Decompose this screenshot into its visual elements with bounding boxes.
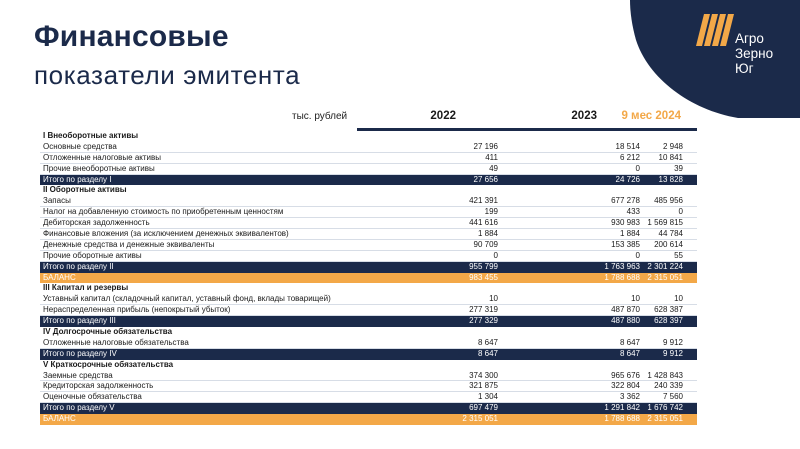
unit-label: тыс. рублей	[292, 111, 348, 122]
table-row	[40, 338, 697, 349]
cell-value: 1 676 742	[647, 403, 683, 413]
subtotal-row	[40, 262, 697, 273]
cell-value: 955 799	[469, 261, 498, 271]
row-label: V Краткосрочные обязательства	[43, 359, 174, 369]
cell-value: 39	[674, 163, 683, 173]
column-header-2023: 2023	[571, 110, 597, 122]
cell-value: 628 387	[654, 305, 683, 315]
row-label: Итого по разделу I	[43, 174, 112, 184]
table-row	[40, 164, 697, 175]
cell-value: 1 428 843	[647, 370, 683, 380]
row-label: Налог на добавленную стоимость по приобретенным ценностям	[43, 207, 284, 217]
row-label: БАЛАНС	[43, 414, 76, 424]
cell-value: 9 912	[662, 348, 683, 358]
cell-value: 411	[485, 152, 498, 162]
cell-value: 1 291 842	[604, 403, 640, 413]
cell-value: 374 300	[469, 370, 498, 380]
cell-value: 277 319	[469, 305, 498, 315]
financial-table	[40, 131, 697, 425]
subtotal-row	[40, 175, 697, 186]
cell-value: 930 983	[611, 218, 640, 228]
cell-value: 485 956	[654, 196, 683, 206]
row-label: Прочие оборотные активы	[43, 250, 142, 260]
cell-value: 13 828	[658, 174, 683, 184]
row-label: Оценочные обязательства	[43, 392, 142, 402]
page-title-bold: Финансовые	[34, 20, 229, 53]
cell-value: 487 870	[611, 305, 640, 315]
cell-value: 153 385	[611, 239, 640, 249]
table-row	[40, 251, 697, 262]
cell-value: 2 948	[662, 141, 683, 151]
cell-value: 2 315 051	[462, 414, 498, 424]
section-header-row	[40, 185, 697, 196]
cell-value: 10	[674, 294, 683, 304]
row-label: Отложенные налоговые активы	[43, 152, 161, 162]
logo-line-1: Агро	[735, 31, 764, 46]
cell-value: 0	[635, 250, 640, 260]
subtotal-row	[40, 316, 697, 327]
logo-text	[735, 31, 773, 76]
cell-value: 18 514	[615, 141, 640, 151]
table-row	[40, 392, 697, 403]
row-label: Уставный капитал (складочный капитал, уставный фонд, вклады товарищей)	[43, 294, 331, 304]
row-label: Нераспределенная прибыль (непокрытый убыток)	[43, 305, 231, 315]
cell-value: 0	[635, 163, 640, 173]
row-label: Отложенные налоговые обязательства	[43, 337, 189, 347]
logo-line-2: Зерно	[735, 46, 774, 61]
cell-value: 421 391	[469, 196, 498, 206]
cell-value: 7 560	[662, 392, 683, 402]
cell-value: 677 278	[611, 196, 640, 206]
section-header-row	[40, 360, 697, 371]
row-label: III Капитал и резервы	[43, 283, 129, 293]
balance-row	[40, 414, 697, 425]
cell-value: 200 614	[654, 239, 683, 249]
row-label: Итого по разделу IV	[43, 348, 117, 358]
column-header-2022: 2022	[430, 110, 456, 122]
section-header-row	[40, 327, 697, 338]
cell-value: 983 455	[469, 272, 498, 282]
row-label: Прочие внеоборотные активы	[43, 163, 155, 173]
row-label: Денежные средства и денежные эквиваленты	[43, 239, 215, 249]
cell-value: 49	[489, 163, 498, 173]
cell-value: 1 884	[619, 229, 640, 239]
cell-value: 10	[489, 294, 498, 304]
cell-value: 44 784	[658, 229, 683, 239]
cell-value: 1 884	[477, 229, 498, 239]
cell-value: 6 212	[619, 152, 640, 162]
cell-value: 0	[678, 207, 683, 217]
cell-value: 24 726	[615, 174, 640, 184]
table-row	[40, 218, 697, 229]
cell-value: 1 763 963	[604, 261, 640, 271]
cell-value: 0	[493, 250, 498, 260]
cell-value: 199	[484, 207, 498, 217]
row-label: Дебиторская задолженность	[43, 218, 150, 228]
cell-value: 27 196	[473, 141, 498, 151]
cell-value: 1 304	[477, 392, 498, 402]
table-row	[40, 229, 697, 240]
balance-row	[40, 273, 697, 284]
table-row	[40, 142, 697, 153]
table-row	[40, 294, 697, 305]
cell-value: 2 315 051	[647, 414, 683, 424]
table-row	[40, 240, 697, 251]
table-row	[40, 381, 697, 392]
cell-value: 2 315 051	[647, 272, 683, 282]
cell-value: 1 788 688	[604, 272, 640, 282]
row-label: II Оборотные активы	[43, 185, 127, 195]
cell-value: 322 804	[611, 381, 640, 391]
cell-value: 8 647	[619, 337, 640, 347]
cell-value: 240 339	[654, 381, 683, 391]
subtotal-row	[40, 349, 697, 360]
cell-value: 321 875	[469, 381, 498, 391]
cell-value: 697 479	[469, 403, 498, 413]
cell-value: 10	[631, 294, 640, 304]
row-label: Кредиторская задолженность	[43, 381, 154, 391]
row-label: Итого по разделу III	[43, 316, 116, 326]
cell-value: 2 301 224	[647, 261, 683, 271]
cell-value: 10 841	[658, 152, 683, 162]
row-label: БАЛАНС	[43, 272, 76, 282]
section-header-row	[40, 283, 697, 294]
section-header-row	[40, 131, 697, 142]
cell-value: 487 880	[611, 316, 640, 326]
logo-line-3: Юг	[735, 61, 754, 76]
row-label: IV Долгосрочные обязательства	[43, 327, 173, 337]
table-row	[40, 371, 697, 382]
row-label: Запасы	[43, 196, 71, 206]
column-header-9m-2024: 9 мес 2024	[621, 110, 681, 122]
row-label: Основные средства	[43, 141, 117, 151]
cell-value: 27 656	[473, 174, 498, 184]
cell-value: 90 709	[473, 239, 498, 249]
table-row	[40, 196, 697, 207]
page-title-regular: показатели эмитента	[34, 60, 301, 90]
table-row	[40, 207, 697, 218]
cell-value: 441 616	[469, 218, 498, 228]
cell-value: 3 362	[619, 392, 640, 402]
cell-value: 1 788 688	[604, 414, 640, 424]
row-label: Итого по разделу V	[43, 403, 115, 413]
cell-value: 8 647	[477, 348, 498, 358]
table-row	[40, 153, 697, 164]
cell-value: 628 397	[654, 316, 683, 326]
table-row	[40, 305, 697, 316]
subtotal-row	[40, 403, 697, 414]
cell-value: 8 647	[477, 337, 498, 347]
cell-value: 965 676	[611, 370, 640, 380]
cell-value: 55	[674, 250, 683, 260]
cell-value: 1 569 815	[647, 218, 683, 228]
row-label: Итого по разделу II	[43, 261, 114, 271]
cell-value: 8 647	[619, 348, 640, 358]
cell-value: 9 912	[662, 337, 683, 347]
row-label: Заемные средства	[43, 370, 113, 380]
cell-value: 433	[626, 207, 640, 217]
row-label: Финансовые вложения (за исключением денежных эквивалентов)	[43, 229, 289, 239]
cell-value: 277 329	[469, 316, 498, 326]
row-label: I Внеоборотные активы	[43, 131, 139, 140]
